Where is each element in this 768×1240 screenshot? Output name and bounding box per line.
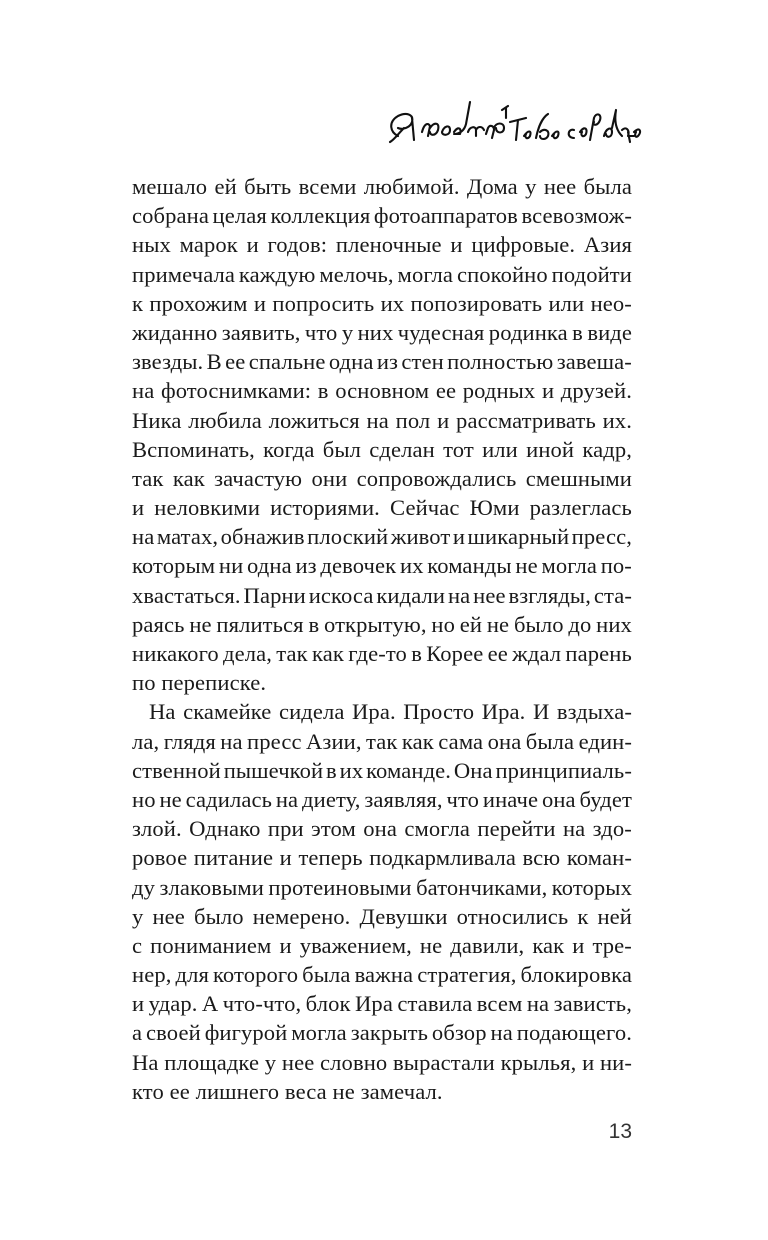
text-line: ду злаковыми протеиновыми батончиками, которых — [132, 874, 632, 900]
text-line: На скамейке сидела Ира. Просто Ира. И вздыха- — [149, 699, 632, 725]
text-line: нер, для которого была важна стратегия, блокировка — [132, 962, 632, 988]
text-line: На площадке у нее словно вырастали крылья, и ни- — [132, 1049, 632, 1075]
text-line: которым ни одна из девочек их команды не могла по- — [132, 553, 632, 579]
text-line: и удар. А что-что, блок Ира ставила всем на зависть, — [132, 991, 632, 1017]
text-line: ла, глядя на пресс Азии, так как сама она была един- — [132, 728, 632, 754]
text-line: на фотоснимками: в основном ее родных и друзей. — [132, 378, 632, 404]
text-line: так как зачастую они сопровождались смешными — [132, 465, 632, 491]
text-line: а своей фигурой могла закрыть обзор на подающего. — [132, 1020, 632, 1046]
text-line: с пониманием и уважением, не давили, как и тре- — [132, 932, 632, 958]
text-line: хвастаться. Парни искоса кидали на нее взгляды, ста- — [132, 582, 632, 608]
text-line: раясь не пялиться в открытую, но ей не было до них — [132, 611, 632, 637]
text-line: ровое питание и теперь подкармливала всю коман- — [132, 845, 632, 871]
body-text — [132, 172, 632, 1106]
text-line: по переписке. — [132, 670, 267, 696]
text-line: примечала каждую мелочь, могла спокойно подойти — [132, 261, 632, 287]
text-line: ных марок и годов: пленочные и цифровые. Азия — [132, 232, 632, 258]
text-line: к прохожим и попросить их попозировать или нео- — [132, 290, 632, 316]
text-line: жиданно заявить, что у них чудесная родинка в виде — [132, 319, 632, 345]
text-line: никакого дела, так как где-то в Корее ее ждал парень — [132, 641, 632, 666]
text-line: мешало ей быть всеми любимой. Дома у нее была — [132, 174, 632, 199]
text-line: собрана целая коллекция фотоаппаратов всевозмож- — [132, 203, 632, 229]
text-line: ственной пышечкой в их команде. Она принципиаль- — [132, 757, 632, 783]
text-line: и неловкими историями. Сейчас Юми разлеглась — [132, 495, 632, 521]
handwritten-title-logo — [384, 88, 644, 158]
text-line: у нее было немерено. Девушки относились к ней — [132, 903, 632, 929]
text-line: на матах, обнажив плоский живот и шикарный пресс, — [132, 524, 632, 550]
running-title — [384, 88, 644, 158]
text-line: Ника любила ложиться на пол и рассматривать их. — [132, 407, 632, 433]
text-line: звезды. В ее спальне одна из стен полностью завеша- — [132, 349, 632, 375]
text-line: Вспоминать, когда был сделан тот или иной кадр, — [132, 436, 632, 462]
page-number: 13 — [608, 1120, 632, 1143]
text-line: кто ее лишнего веса не замечал. — [132, 1078, 443, 1104]
text-line: но не садилась на диету, заявляя, что иначе она будет — [132, 786, 632, 812]
text-line: злой. Однако при этом она смогла перейти на здо- — [132, 816, 632, 842]
